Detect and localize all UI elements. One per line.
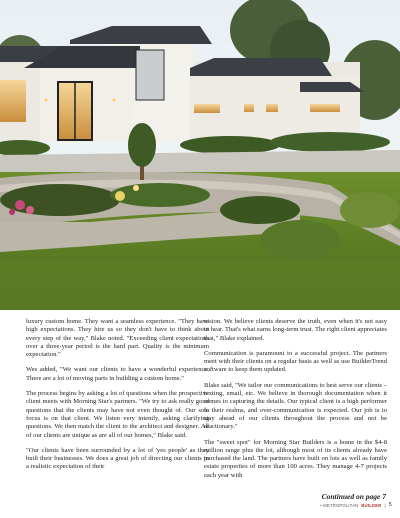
body-paragraph: vision. We believe clients deserve the truth, even when it's not easy to hear. That's what earns long-term trust. The right client appreciates that," Blake explained. xyxy=(204,318,387,342)
article-column-right xyxy=(204,318,387,487)
continued-on-page-link[interactable]: Continued on page 7 xyxy=(321,492,386,501)
body-paragraph: Blake said, "We tailor our communications to best serve our clients – texting, email, etc. We believe in thorough documentation when it comes to capturing the details. Our typical client is a high performer in their realms, and over-communication is expected. Our job is to stay ahead of our clients throughout the process and not be reactionary." xyxy=(204,381,387,431)
article-column-left xyxy=(26,318,209,479)
publication-brand: BUILDER xyxy=(361,502,382,508)
body-paragraph: Communication is paramount to a successful project. The partners meet with their clients on a regular basis as well as use BuilderTrend software to keep them updated. xyxy=(204,349,387,374)
body-paragraph: Wes added, "We want our clients to have a wonderful experience. There are a lot of moving parts in building a custom home." xyxy=(26,366,209,382)
page-number: 5 xyxy=(388,502,392,508)
body-paragraph: The process begins by asking a lot of questions when the prospective client meets with Morning Star's partners. "We try to ask really good questions that the clients may have not even thought of. Our sole focus is on that client. We listen very intently, asking clarifying questions. We then match the client to the architect and designer. All of our clients are unique as are all of our homes," Blake said. xyxy=(26,390,209,439)
body-paragraph: luxury custom home. They want a seamless experience. "They have high expectations. They hire us so they don't have to think about every step of the way," Blake noted. "Exceeding client expectations over a three-year period is the hard part. Quality is the minimum expectation." xyxy=(26,318,209,359)
body-paragraph: The "sweet spot" for Morning Star Builders is a home in the $4-8 million range plus the lot, although most of its clients already have purchased the land. The partners have built on lots as well as family estate properties of more than 100 acres. They manage 4-7 projects each year with xyxy=(204,438,387,479)
body-paragraph: "Our clients have been surrounded by a lot of 'yes people' as they built their businesses. We does a great job of directing our clients to a realistic expectation of their xyxy=(26,446,209,471)
footer-divider: | xyxy=(384,502,386,508)
publication-prefix: • METROPOLITAN xyxy=(320,502,359,508)
page-footer xyxy=(320,502,392,508)
